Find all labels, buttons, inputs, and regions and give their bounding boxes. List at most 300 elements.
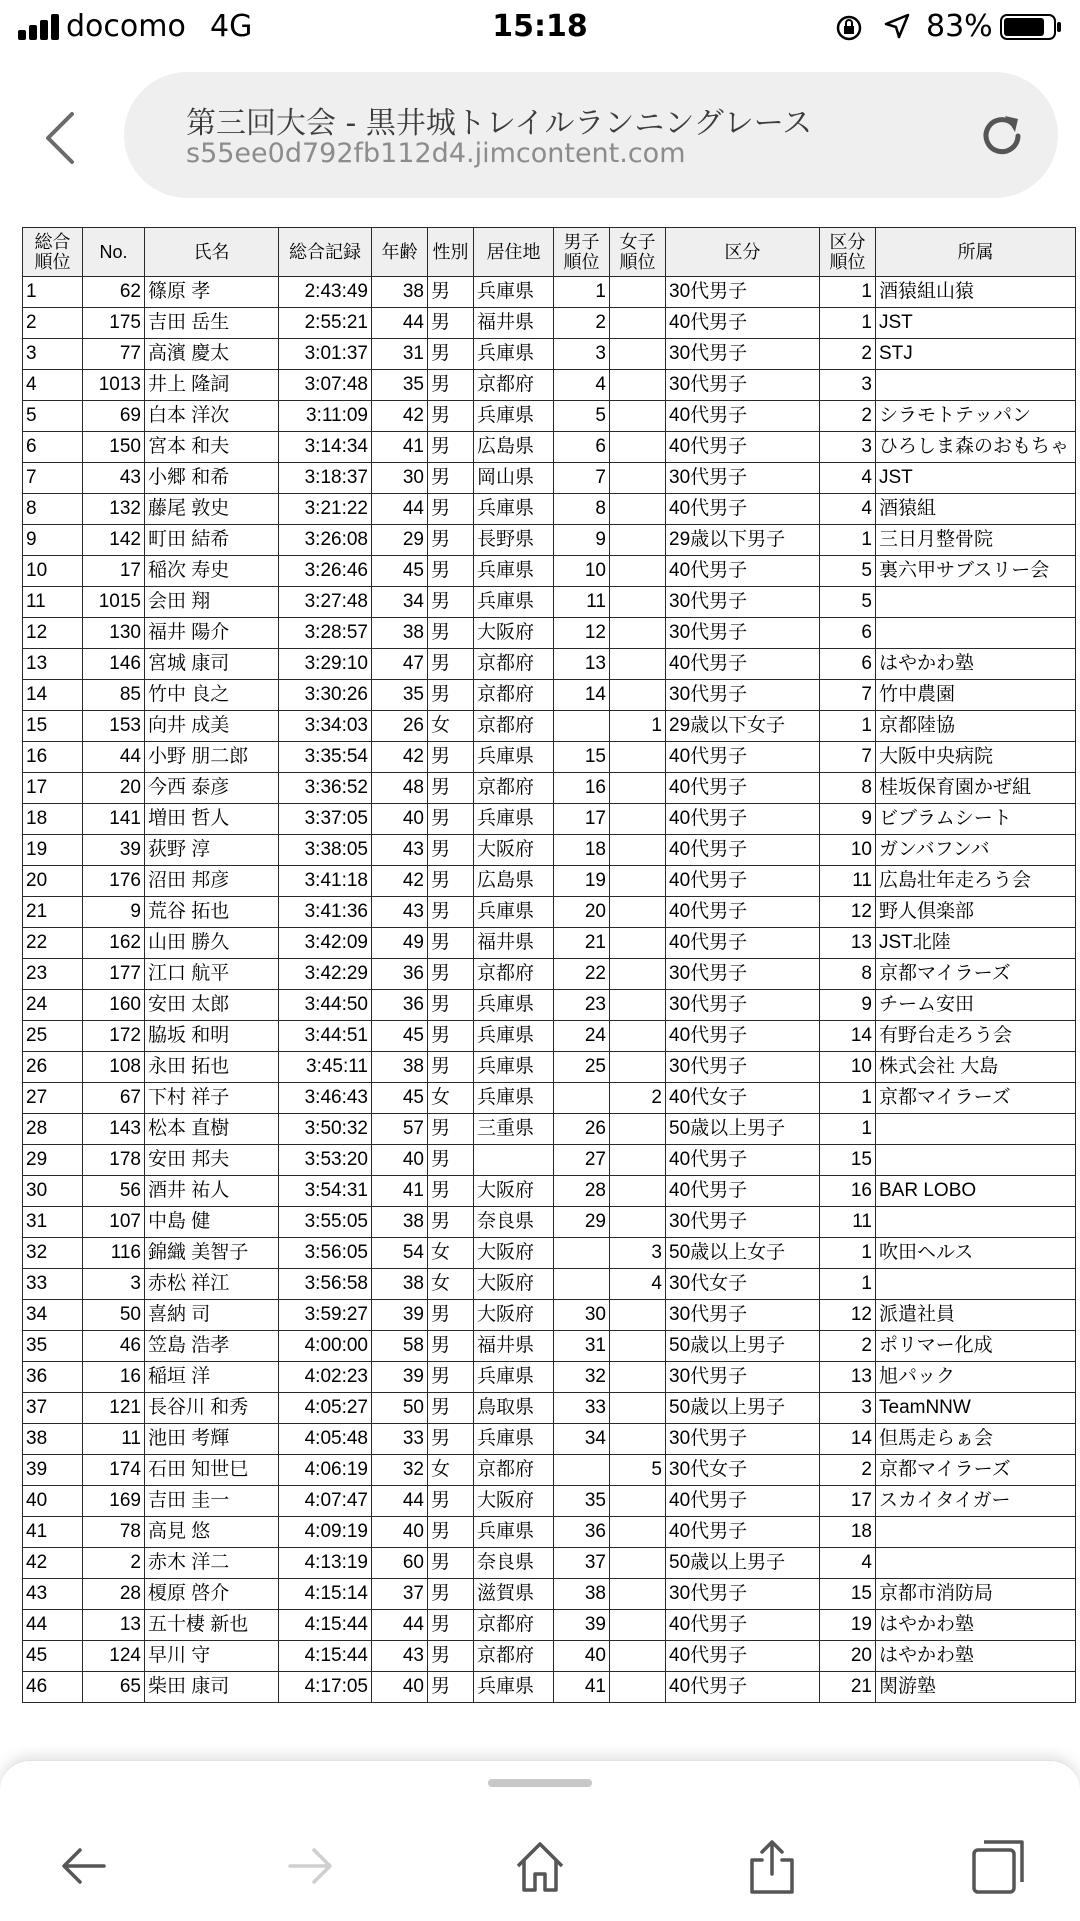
age-cell: 35 (372, 370, 428, 401)
name-cell: 荻野 淳 (145, 835, 279, 866)
category-rank-cell: 17 (820, 1486, 876, 1517)
age-cell: 45 (372, 1021, 428, 1052)
residence-cell: 兵庫県 (474, 494, 554, 525)
affiliation-cell: 広島壮年走ろう会 (876, 866, 1076, 897)
gender-cell: 男 (428, 1176, 474, 1207)
forward-icon[interactable] (280, 1836, 340, 1896)
overall-time-cell: 2:55:21 (279, 308, 372, 339)
affiliation-cell: BAR LOBO (876, 1176, 1076, 1207)
category-cell: 30代男子 (666, 1207, 820, 1238)
age-cell: 47 (372, 649, 428, 680)
table-row (23, 1641, 1076, 1672)
gender-cell: 男 (428, 1052, 474, 1083)
female-rank-cell: 2 (610, 1083, 666, 1114)
bib-number-cell: 1013 (83, 370, 145, 401)
female-rank-cell (610, 1548, 666, 1579)
category-rank-cell: 2 (820, 401, 876, 432)
male-rank-cell: 21 (554, 928, 610, 959)
female-rank-cell (610, 1021, 666, 1052)
category-rank-cell: 10 (820, 835, 876, 866)
residence-cell: 京都府 (474, 370, 554, 401)
share-icon[interactable] (742, 1836, 802, 1896)
overall-rank-cell: 18 (23, 804, 83, 835)
gender-cell: 男 (428, 928, 474, 959)
overall-time-cell: 4:15:44 (279, 1610, 372, 1641)
overall-time-cell: 3:42:29 (279, 959, 372, 990)
male-rank-cell: 26 (554, 1114, 610, 1145)
female-rank-cell (610, 835, 666, 866)
table-row (23, 1052, 1076, 1083)
female-rank-cell: 5 (610, 1455, 666, 1486)
overall-time-cell: 3:54:31 (279, 1176, 372, 1207)
female-rank-cell (610, 1207, 666, 1238)
overall-rank-cell: 37 (23, 1393, 83, 1424)
overall-time-cell: 4:02:23 (279, 1362, 372, 1393)
category-cell: 30代男子 (666, 339, 820, 370)
residence-cell: 京都府 (474, 773, 554, 804)
bib-number-cell: 67 (83, 1083, 145, 1114)
table-row (23, 1331, 1076, 1362)
male-rank-cell: 9 (554, 525, 610, 556)
bib-number-cell: 2 (83, 1548, 145, 1579)
male-rank-cell (554, 1455, 610, 1486)
name-cell: 笠島 浩孝 (145, 1331, 279, 1362)
residence-cell: 広島県 (474, 432, 554, 463)
male-rank-cell: 3 (554, 339, 610, 370)
table-row (23, 1610, 1076, 1641)
male-rank-cell: 10 (554, 556, 610, 587)
gender-cell: 男 (428, 463, 474, 494)
age-cell: 43 (372, 835, 428, 866)
bib-number-cell: 13 (83, 1610, 145, 1641)
category-cell: 40代男子 (666, 1021, 820, 1052)
overall-time-cell: 3:29:10 (279, 649, 372, 680)
residence-cell: 兵庫県 (474, 339, 554, 370)
gender-cell: 男 (428, 649, 474, 680)
overall-time-cell: 3:18:37 (279, 463, 372, 494)
page-title[interactable]: 第三回大会 - 黒井城トレイルランニングレース (186, 106, 813, 141)
category-rank-cell: 3 (820, 370, 876, 401)
overall-rank-cell: 7 (23, 463, 83, 494)
affiliation-cell: はやかわ塾 (876, 649, 1076, 680)
table-row (23, 525, 1076, 556)
category-rank-cell: 2 (820, 1331, 876, 1362)
affiliation-cell: 野人倶楽部 (876, 897, 1076, 928)
residence-cell: 兵庫県 (474, 401, 554, 432)
residence-cell: 兵庫県 (474, 1362, 554, 1393)
overall-rank-cell: 16 (23, 742, 83, 773)
table-row (23, 804, 1076, 835)
category-rank-cell: 7 (820, 680, 876, 711)
category-cell: 29歳以下男子 (666, 525, 820, 556)
affiliation-cell: 関游塾 (876, 1672, 1076, 1703)
age-cell: 44 (372, 494, 428, 525)
overall-time-cell: 3:26:46 (279, 556, 372, 587)
gender-cell: 男 (428, 1331, 474, 1362)
table-row (23, 1207, 1076, 1238)
bib-number-cell: 169 (83, 1486, 145, 1517)
overall-time-cell: 3:30:26 (279, 680, 372, 711)
name-cell: 小郷 和希 (145, 463, 279, 494)
overall-time-cell: 3:41:18 (279, 866, 372, 897)
female-rank-cell: 1 (610, 711, 666, 742)
gender-cell: 男 (428, 525, 474, 556)
name-cell: 町田 結希 (145, 525, 279, 556)
table-row (23, 308, 1076, 339)
male-rank-cell: 8 (554, 494, 610, 525)
male-rank-cell: 29 (554, 1207, 610, 1238)
affiliation-cell: 酒猿組山猿 (876, 277, 1076, 308)
overall-rank-cell: 38 (23, 1424, 83, 1455)
gender-cell: 男 (428, 773, 474, 804)
name-cell: 錦織 美智子 (145, 1238, 279, 1269)
overall-rank-cell: 40 (23, 1486, 83, 1517)
overall-time-cell: 3:28:57 (279, 618, 372, 649)
category-cell: 30代男子 (666, 680, 820, 711)
carrier-name: docomo (66, 9, 186, 44)
back-button[interactable] (40, 108, 80, 168)
male-rank-cell: 15 (554, 742, 610, 773)
category-rank-cell: 14 (820, 1021, 876, 1052)
category-rank-cell: 1 (820, 277, 876, 308)
female-rank-cell (610, 1641, 666, 1672)
table-row (23, 1672, 1076, 1703)
male-rank-cell: 12 (554, 618, 610, 649)
gender-cell: 男 (428, 1145, 474, 1176)
table-row (23, 1238, 1076, 1269)
name-cell: 小野 朋二郎 (145, 742, 279, 773)
affiliation-cell (876, 1269, 1076, 1300)
table-row (23, 959, 1076, 990)
category-cell: 29歳以下女子 (666, 711, 820, 742)
female-rank-cell (610, 1579, 666, 1610)
gender-cell: 男 (428, 587, 474, 618)
table-row (23, 711, 1076, 742)
residence-cell (474, 1145, 554, 1176)
gender-cell: 男 (428, 1362, 474, 1393)
name-cell: 井上 隆詞 (145, 370, 279, 401)
category-rank-cell: 3 (820, 1393, 876, 1424)
category-cell: 30代女子 (666, 1269, 820, 1300)
table-row (23, 928, 1076, 959)
category-cell: 30代男子 (666, 463, 820, 494)
age-cell: 38 (372, 1052, 428, 1083)
category-cell: 40代男子 (666, 1176, 820, 1207)
category-rank-cell: 13 (820, 928, 876, 959)
bib-number-cell: 56 (83, 1176, 145, 1207)
overall-time-cell: 4:13:19 (279, 1548, 372, 1579)
page-url[interactable]: s55ee0d792fb112d4.jimcontent.com (186, 138, 686, 169)
male-rank-cell: 38 (554, 1579, 610, 1610)
name-cell: 脇坂 和明 (145, 1021, 279, 1052)
residence-cell: 長野県 (474, 525, 554, 556)
overall-time-cell: 4:15:44 (279, 1641, 372, 1672)
name-cell: 藤尾 敦史 (145, 494, 279, 525)
category-rank-cell: 1 (820, 308, 876, 339)
male-rank-cell: 11 (554, 587, 610, 618)
gender-cell: 男 (428, 370, 474, 401)
category-rank-cell: 5 (820, 587, 876, 618)
gender-cell: 男 (428, 804, 474, 835)
category-cell: 30代男子 (666, 277, 820, 308)
residence-cell: 三重県 (474, 1114, 554, 1145)
age-cell: 29 (372, 525, 428, 556)
header-overall-rank: 総合 順位 (23, 228, 83, 277)
male-rank-cell: 23 (554, 990, 610, 1021)
category-cell: 50歳以上女子 (666, 1238, 820, 1269)
name-cell: 増田 哲人 (145, 804, 279, 835)
overall-time-cell: 3:50:32 (279, 1114, 372, 1145)
age-cell: 41 (372, 432, 428, 463)
male-rank-cell: 30 (554, 1300, 610, 1331)
residence-cell: 兵庫県 (474, 1424, 554, 1455)
category-rank-cell: 12 (820, 897, 876, 928)
name-cell: 江口 航平 (145, 959, 279, 990)
male-rank-cell: 32 (554, 1362, 610, 1393)
affiliation-cell: 竹中農園 (876, 680, 1076, 711)
overall-rank-cell: 19 (23, 835, 83, 866)
bib-number-cell: 77 (83, 339, 145, 370)
name-cell: 山田 勝久 (145, 928, 279, 959)
name-cell: 稲垣 洋 (145, 1362, 279, 1393)
name-cell: 白本 洋次 (145, 401, 279, 432)
back-icon[interactable] (54, 1836, 114, 1896)
table-row (23, 1517, 1076, 1548)
table-row (23, 1424, 1076, 1455)
affiliation-cell: 吹田ヘルス (876, 1238, 1076, 1269)
category-rank-cell: 9 (820, 804, 876, 835)
bib-number-cell: 108 (83, 1052, 145, 1083)
female-rank-cell (610, 1517, 666, 1548)
bib-number-cell: 116 (83, 1238, 145, 1269)
overall-rank-cell: 31 (23, 1207, 83, 1238)
bib-number-cell: 46 (83, 1331, 145, 1362)
tabs-icon[interactable] (968, 1836, 1028, 1896)
affiliation-cell: 三日月整骨院 (876, 525, 1076, 556)
bib-number-cell: 142 (83, 525, 145, 556)
male-rank-cell: 34 (554, 1424, 610, 1455)
overall-time-cell: 3:38:05 (279, 835, 372, 866)
overall-rank-cell: 27 (23, 1083, 83, 1114)
name-cell: 赤木 洋二 (145, 1548, 279, 1579)
male-rank-cell: 25 (554, 1052, 610, 1083)
female-rank-cell (610, 587, 666, 618)
overall-time-cell: 3:34:03 (279, 711, 372, 742)
table-row (23, 1362, 1076, 1393)
affiliation-cell (876, 1114, 1076, 1145)
affiliation-cell: はやかわ塾 (876, 1641, 1076, 1672)
category-rank-cell: 20 (820, 1641, 876, 1672)
bib-number-cell: 11 (83, 1424, 145, 1455)
male-rank-cell: 40 (554, 1641, 610, 1672)
category-rank-cell: 1 (820, 1269, 876, 1300)
gender-cell: 男 (428, 866, 474, 897)
residence-cell: 京都府 (474, 959, 554, 990)
overall-time-cell: 3:01:37 (279, 339, 372, 370)
age-cell: 32 (372, 1455, 428, 1486)
bib-number-cell: 69 (83, 401, 145, 432)
female-rank-cell (610, 742, 666, 773)
male-rank-cell: 24 (554, 1021, 610, 1052)
category-rank-cell: 3 (820, 432, 876, 463)
overall-time-cell: 3:55:05 (279, 1207, 372, 1238)
bib-number-cell: 130 (83, 618, 145, 649)
header-residence: 居住地 (474, 228, 554, 277)
name-cell: 高濱 慶太 (145, 339, 279, 370)
residence-cell: 福井県 (474, 928, 554, 959)
residence-cell: 兵庫県 (474, 990, 554, 1021)
table-row (23, 990, 1076, 1021)
gender-cell: 男 (428, 1610, 474, 1641)
female-rank-cell (610, 959, 666, 990)
male-rank-cell: 19 (554, 866, 610, 897)
affiliation-cell: 京都陸協 (876, 711, 1076, 742)
affiliation-cell: ひろしま森のおもちゃ (876, 432, 1076, 463)
female-rank-cell (610, 401, 666, 432)
bib-number-cell: 121 (83, 1393, 145, 1424)
residence-cell: 兵庫県 (474, 1052, 554, 1083)
female-rank-cell (610, 277, 666, 308)
residence-cell: 大阪府 (474, 1176, 554, 1207)
category-rank-cell: 4 (820, 1548, 876, 1579)
overall-time-cell: 4:17:05 (279, 1672, 372, 1703)
table-row (23, 835, 1076, 866)
affiliation-cell: 派遣社員 (876, 1300, 1076, 1331)
age-cell: 39 (372, 1300, 428, 1331)
overall-time-cell: 2:43:49 (279, 277, 372, 308)
category-rank-cell: 14 (820, 1424, 876, 1455)
gender-cell: 男 (428, 277, 474, 308)
bib-number-cell: 176 (83, 866, 145, 897)
male-rank-cell: 5 (554, 401, 610, 432)
home-icon[interactable] (510, 1836, 570, 1896)
category-rank-cell: 18 (820, 1517, 876, 1548)
male-rank-cell: 14 (554, 680, 610, 711)
age-cell: 35 (372, 680, 428, 711)
age-cell: 40 (372, 1672, 428, 1703)
affiliation-cell (876, 587, 1076, 618)
age-cell: 45 (372, 556, 428, 587)
affiliation-cell: 桂坂保育園かぜ組 (876, 773, 1076, 804)
category-cell: 40代男子 (666, 773, 820, 804)
overall-rank-cell: 45 (23, 1641, 83, 1672)
male-rank-cell: 35 (554, 1486, 610, 1517)
table-row (23, 866, 1076, 897)
overall-rank-cell: 44 (23, 1610, 83, 1641)
table-row (23, 742, 1076, 773)
age-cell: 57 (372, 1114, 428, 1145)
gender-cell: 男 (428, 1548, 474, 1579)
name-cell: 今西 泰彦 (145, 773, 279, 804)
bib-number-cell: 44 (83, 742, 145, 773)
toolbar-grabber[interactable] (488, 1779, 592, 1787)
bib-number-cell: 124 (83, 1641, 145, 1672)
gender-cell: 男 (428, 1207, 474, 1238)
name-cell: 高見 悠 (145, 1517, 279, 1548)
overall-rank-cell: 39 (23, 1455, 83, 1486)
female-rank-cell (610, 866, 666, 897)
affiliation-cell: 裏六甲サブスリー会 (876, 556, 1076, 587)
header-affiliation: 所属 (876, 228, 1076, 277)
overall-time-cell: 3:35:54 (279, 742, 372, 773)
gender-cell: 男 (428, 339, 474, 370)
bib-number-cell: 43 (83, 463, 145, 494)
bib-number-cell: 85 (83, 680, 145, 711)
results-table-container[interactable] (22, 227, 1080, 1760)
age-cell: 44 (372, 1610, 428, 1641)
bib-number-cell: 50 (83, 1300, 145, 1331)
bib-number-cell: 28 (83, 1579, 145, 1610)
overall-rank-cell: 42 (23, 1548, 83, 1579)
category-cell: 40代男子 (666, 1145, 820, 1176)
female-rank-cell (610, 897, 666, 928)
residence-cell: 兵庫県 (474, 556, 554, 587)
category-cell: 30代男子 (666, 1362, 820, 1393)
overall-rank-cell: 21 (23, 897, 83, 928)
bib-number-cell: 78 (83, 1517, 145, 1548)
affiliation-cell: 有野台走ろう会 (876, 1021, 1076, 1052)
table-row (23, 370, 1076, 401)
name-cell: 稲次 寿史 (145, 556, 279, 587)
gender-cell: 男 (428, 1114, 474, 1145)
category-rank-cell: 4 (820, 463, 876, 494)
name-cell: 宮本 和夫 (145, 432, 279, 463)
category-cell: 40代男子 (666, 835, 820, 866)
header-category: 区分 (666, 228, 820, 277)
male-rank-cell (554, 1083, 610, 1114)
header-age: 年齢 (372, 228, 428, 277)
category-rank-cell: 13 (820, 1362, 876, 1393)
bib-number-cell: 20 (83, 773, 145, 804)
table-row (23, 401, 1076, 432)
name-cell: 赤松 祥江 (145, 1269, 279, 1300)
female-rank-cell (610, 1610, 666, 1641)
male-rank-cell: 2 (554, 308, 610, 339)
female-rank-cell (610, 1331, 666, 1362)
clock: 15:18 (492, 9, 588, 44)
reload-button[interactable] (976, 110, 1028, 162)
gender-cell: 男 (428, 1579, 474, 1610)
category-cell: 40代男子 (666, 866, 820, 897)
residence-cell: 大阪府 (474, 1300, 554, 1331)
gender-cell: 男 (428, 959, 474, 990)
overall-rank-cell: 41 (23, 1517, 83, 1548)
results-table (22, 227, 1076, 1703)
residence-cell: 奈良県 (474, 1207, 554, 1238)
category-cell: 30代男子 (666, 370, 820, 401)
affiliation-cell (876, 1145, 1076, 1176)
male-rank-cell: 7 (554, 463, 610, 494)
overall-time-cell: 3:26:08 (279, 525, 372, 556)
female-rank-cell (610, 804, 666, 835)
name-cell: 五十棲 新也 (145, 1610, 279, 1641)
female-rank-cell (610, 680, 666, 711)
male-rank-cell: 13 (554, 649, 610, 680)
age-cell: 48 (372, 773, 428, 804)
female-rank-cell: 4 (610, 1269, 666, 1300)
affiliation-cell: ガンバフンバ (876, 835, 1076, 866)
category-rank-cell: 16 (820, 1176, 876, 1207)
affiliation-cell: 株式会社 大島 (876, 1052, 1076, 1083)
age-cell: 31 (372, 339, 428, 370)
gender-cell: 男 (428, 1486, 474, 1517)
affiliation-cell (876, 1207, 1076, 1238)
affiliation-cell: JST (876, 463, 1076, 494)
affiliation-cell: 京都マイラーズ (876, 1455, 1076, 1486)
female-rank-cell (610, 525, 666, 556)
age-cell: 37 (372, 1579, 428, 1610)
table-row (23, 1486, 1076, 1517)
